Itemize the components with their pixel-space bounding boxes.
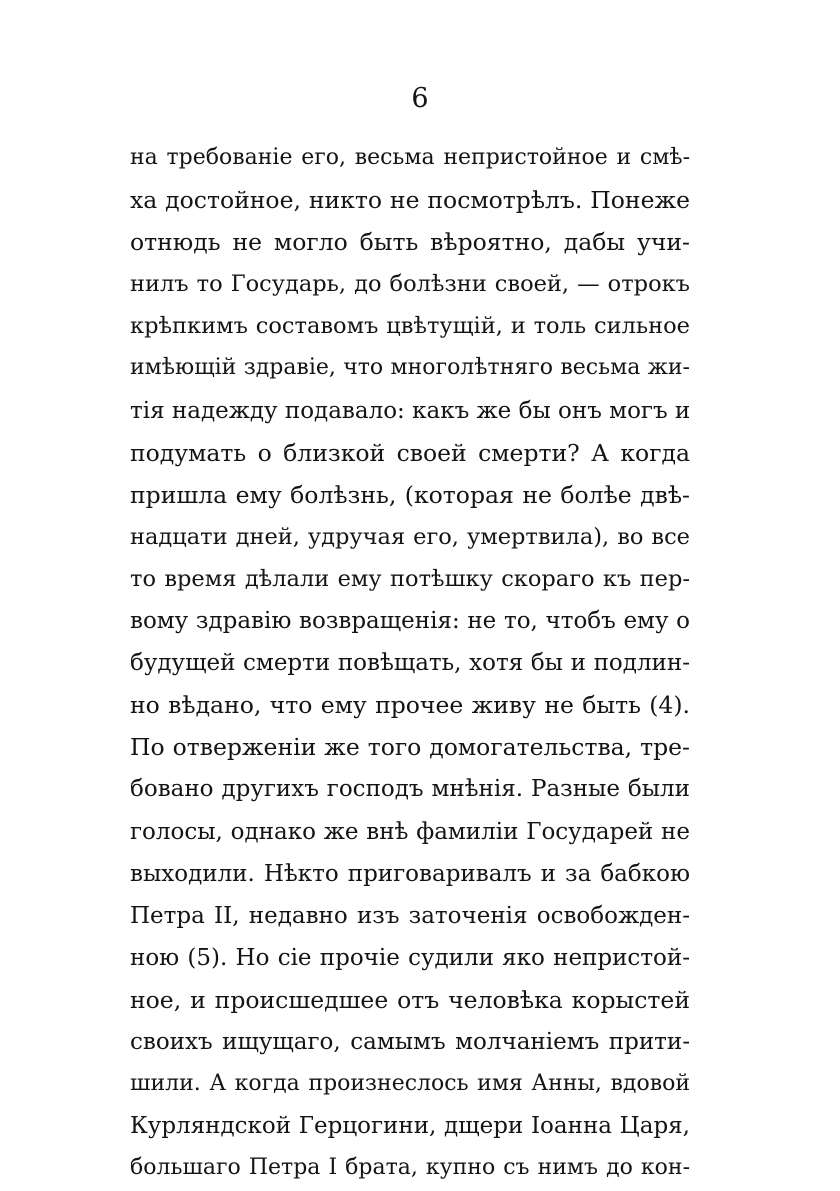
text-line: По отверженіи же того домогательства, тре- xyxy=(130,733,690,762)
text-line: отнюдь не могло быть вѣроятно, дабы учи- xyxy=(130,228,690,257)
text-line: тія надежду подавало: какъ же бы онъ могъ и xyxy=(130,397,691,424)
text-line: голосы, однако же внѣ фамиліи Государей не xyxy=(130,818,690,845)
text-line: большаго Петра I брата, купно съ нимъ до кон- xyxy=(130,1155,690,1181)
text-line: Курляндской Герцогини, дщери Іоанна Царя, xyxy=(130,1113,690,1140)
text-line: выходили. Нѣкто приговаривалъ и за бабкою xyxy=(130,860,690,887)
text-line: вому здравію возвращенія: не то, чтобъ ему о xyxy=(130,608,690,635)
text-line: ха достойное, никто не посмотрѣлъ. Понеже xyxy=(130,186,690,215)
text-line: будущей смерти повѣщать, хотя бы и подлин- xyxy=(130,650,690,677)
text-line: своихъ ищущаго, самымъ молчаніемъ прити- xyxy=(130,1028,690,1055)
text-line: подумать о близкой своей смерти? А когда xyxy=(130,438,690,467)
text-line: ною (5). Но сіе прочіе судили яко непристой- xyxy=(130,944,690,971)
text-line: пришла ему болѣзнь, (которая не болѣе двѣ- xyxy=(130,480,690,509)
text-line: ное, и происшедшее отъ человѣка корыстей xyxy=(130,985,690,1014)
text-line: но вѣдано, что ему прочее живу не быть (4). xyxy=(130,691,690,720)
text-line: шили. А когда произнеслось имя Анны, вдовой xyxy=(130,1071,690,1097)
text-line: имѣющій здравіе, что многолѣтняго весьма жи- xyxy=(130,355,690,381)
body-text xyxy=(130,137,690,1189)
text-line: нилъ то Государь, до болѣзни своей, — отрокъ xyxy=(130,271,690,298)
text-line: надцати дней, удручая его, умертвила), во все xyxy=(130,523,690,550)
page-number: 6 xyxy=(411,83,429,114)
text-line: то время дѣлали ему потѣшку скораго къ пер- xyxy=(130,565,690,592)
text-line: крѣпкимъ составомъ цвѣтущій, и толь сильное xyxy=(130,313,690,340)
text-line: бовано другихъ господъ мнѣнія. Разные были xyxy=(130,776,690,803)
text-line: Петра II, недавно изъ заточенія освобожден- xyxy=(130,902,690,929)
text-line: на требованіе его, весьма непристойное и смѣ- xyxy=(130,145,690,170)
